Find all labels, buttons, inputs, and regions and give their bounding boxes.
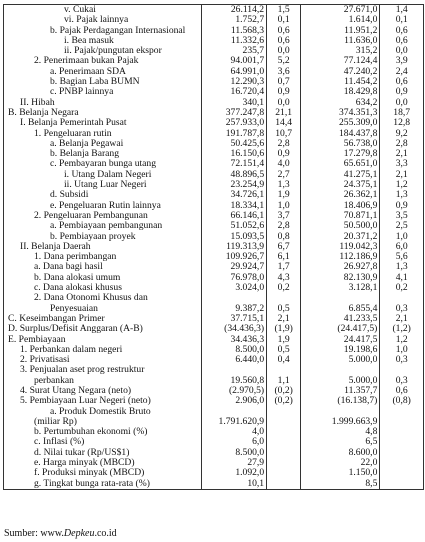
row-label: b. Belanja Barang [50,149,119,160]
value-col-1 [201,407,266,417]
pct-col-2: 0,2 [380,283,423,293]
value-col-2: 65.651,0 [301,159,380,169]
table-row [4,87,423,97]
value-col-1: 48.896,5 [201,170,266,180]
table-row [4,56,423,66]
pct-col-2 [380,293,423,303]
pct-col-2 [380,365,423,375]
value-col-1: 340,1 [201,98,266,108]
pct-col-1: (0,2) [267,396,301,406]
table-row [4,386,423,396]
value-col-2: 22,0 [301,458,380,468]
value-col-2: 315,2 [301,46,380,56]
pct-col-1: 1,0 [267,201,301,211]
row-label: II. Hibah [20,97,55,108]
table-row [4,396,423,406]
value-col-1: 51.052,6 [201,221,266,231]
value-col-1: 26.114,2 [201,5,266,15]
value-col-2 [301,407,380,417]
pct-col-1: (0,2) [267,386,301,396]
row-label: e. Pengeluaran Rutin lainnya [50,200,161,211]
value-col-1: 15.093,5 [201,232,266,242]
pct-col-2 [380,417,423,427]
value-col-2: 47.240,2 [301,67,380,77]
row-label: a. Produk Domestik Bruto [50,406,151,417]
pct-col-2: 2,5 [380,221,423,231]
value-col-2: 5.000,0 [301,376,380,386]
value-col-1: 9.387,2 [201,304,266,314]
pct-col-2 [380,468,423,478]
value-col-1: 23.254,9 [201,180,266,190]
value-col-1 [201,365,266,375]
row-label: b. Pembiayaan proyek [50,231,136,242]
table-row [4,407,423,417]
row-label: i. Utang Dalam Negeri [64,169,152,180]
value-col-2: 82.130,9 [301,273,380,283]
value-col-2: 1.150,0 [301,468,380,478]
value-col-2: 41.233,5 [301,314,380,324]
value-col-1: 6.440,0 [201,355,266,365]
row-label: 1. Pengeluaran rutin [34,128,112,139]
row-label: b. Bagian Laba BUMN [50,77,140,88]
pct-col-2: 0,3 [380,304,423,314]
table-row [4,335,423,345]
row-label: 2. Penerimaan bukan Pajak [34,56,139,67]
value-col-2: 11.636,0 [301,36,380,46]
pct-col-1: 5,2 [267,56,301,66]
value-col-1: 235,7 [201,46,266,56]
pct-col-2: 3,3 [380,159,423,169]
value-col-2: 8,5 [301,479,380,489]
pct-col-1: 0,4 [267,355,301,365]
table-row [4,437,423,447]
value-col-1: 34.726,1 [201,190,266,200]
value-col-2: 6,5 [301,437,380,447]
row-label: 4. Surat Utang Negara (neto) [20,385,132,396]
value-col-1: 64.991,0 [201,67,266,77]
value-col-2: 634,2 [301,98,380,108]
row-label: ii. Utang Luar Negeri [64,180,147,191]
row-label: b. Pertumbuhan ekonomi (%) [34,427,148,438]
value-col-2: (16.138,7) [301,396,380,406]
row-label: a. Pembiayaan pembangunan [50,221,163,232]
pct-col-2: 1,4 [380,5,423,15]
row-label: f. Produksi minyak (MBCD) [34,468,145,479]
pct-col-1: 2,8 [267,221,301,231]
value-col-1: 66.146,1 [201,211,266,221]
pct-col-1: 1,3 [267,180,301,190]
pct-col-2 [380,458,423,468]
source-note [4,528,117,539]
value-col-2: 19.198,6 [301,345,380,355]
row-label: II. Belanja Daerah [20,241,91,252]
table-row [4,159,423,169]
value-col-2: 41.275,1 [301,170,380,180]
pct-col-2: 0,9 [380,201,423,211]
table-row [4,170,423,180]
pct-col-1: 0,2 [267,283,301,293]
row-label: B. Belanja Negara [8,107,79,118]
pct-col-2: 2,4 [380,67,423,77]
pct-col-1: 0,1 [267,15,301,25]
pct-col-2: 6,0 [380,242,423,252]
value-col-2: 11.454,2 [301,77,380,87]
value-col-2: 374.351,3 [301,108,380,118]
value-col-2: 119.042,3 [301,242,380,252]
pct-col-1: 2,1 [267,314,301,324]
value-col-1: 191.787,8 [201,129,266,139]
pct-col-1: 6,1 [267,252,301,262]
value-col-2: 255.309,0 [301,118,380,128]
pct-col-1: 0,5 [267,304,301,314]
pct-col-1: 0,9 [267,87,301,97]
table-row [4,108,423,118]
pct-col-1: 1,7 [267,262,301,272]
row-label: c. Inflasi (%) [34,437,85,448]
source-suffix: .co.id [94,528,117,539]
pct-col-1: 0,6 [267,26,301,36]
pct-col-2: (0,8) [380,396,423,406]
pct-col-1 [267,437,301,447]
table-row [4,149,423,159]
table-row [4,232,423,242]
table-row [4,129,423,139]
value-col-1: 16.150,6 [201,149,266,159]
value-col-2: 24.417,5 [301,335,380,345]
row-label: a. Belanja Pegawai [50,138,124,149]
row-label: 3. Penjualan aset prog restruktur [20,365,145,376]
pct-col-2: 2,8 [380,139,423,149]
source-site: Depkeu [63,528,95,539]
value-col-1 [201,293,266,303]
value-col-1: (2.970,5) [201,386,266,396]
row-label: a. Penerimaan SDA [50,66,126,77]
value-col-1: 18.334,1 [201,201,266,211]
row-label: d. Nilai tukar (Rp/US$1) [34,447,130,458]
value-col-1: 109.926,7 [201,252,266,262]
row-label: c. Pembayaran bunga utang [50,159,157,170]
table-row [4,77,423,87]
row-label: i. Bea masuk [64,35,114,46]
pct-col-1: 3,7 [267,211,301,221]
row-label: d. Subsidi [50,190,89,201]
table-row [4,221,423,231]
value-col-1: 10,1 [201,479,266,489]
value-col-1: 119.313,9 [201,242,266,252]
table-row [4,273,423,283]
pct-col-2: 0,1 [380,15,423,25]
row-label: 1. Perbankan dalam negeri [20,344,123,355]
pct-col-2: 2,1 [380,170,423,180]
value-col-1: 2.906,0 [201,396,266,406]
pct-col-1 [267,427,301,437]
pct-col-2: 1,3 [380,262,423,272]
pct-col-1 [267,479,301,489]
pct-col-1 [267,468,301,478]
pct-col-2 [380,427,423,437]
pct-col-1 [267,365,301,375]
table-row [4,139,423,149]
table-row [4,345,423,355]
pct-col-2: 0,0 [380,98,423,108]
value-col-2: 17.279,8 [301,149,380,159]
value-col-1: (34.436,3) [201,324,266,334]
table-row [4,26,423,36]
value-col-2: 11.951,2 [301,26,380,36]
pct-col-1: 0,0 [267,98,301,108]
row-label: Penyesuaian [50,303,98,314]
value-col-2: 184.437,8 [301,129,380,139]
value-col-2: 26.927,8 [301,262,380,272]
value-col-2: 6.855,4 [301,304,380,314]
table-row [4,5,423,15]
value-col-1: 6,0 [201,437,266,447]
row-label: (miliar Rp) [34,416,77,427]
source-prefix: Sumber: www. [4,528,64,539]
pct-col-1: 0,9 [267,149,301,159]
table-row [4,355,423,365]
value-col-1: 72.151,4 [201,159,266,169]
pct-col-2: 0,3 [380,376,423,386]
table-row [4,211,423,221]
value-col-2: 1.614,0 [301,15,380,25]
pct-col-1: 0,8 [267,232,301,242]
value-col-1: 76.978,0 [201,273,266,283]
value-col-2: (24.417,5) [301,324,380,334]
pct-col-2: 0,9 [380,87,423,97]
pct-col-1: 6,7 [267,242,301,252]
table-row [4,180,423,190]
table-row [4,201,423,211]
value-col-2: 1.999.663,9 [301,417,380,427]
pct-col-2 [380,437,423,447]
row-label: a. Dana bagi hasil [34,262,103,273]
pct-col-1 [267,417,301,427]
table-row [4,242,423,252]
row-label: ii. Pajak/pungutan ekspor [64,46,162,57]
value-col-2: 77.124,4 [301,56,380,66]
pct-col-2: 1,3 [380,190,423,200]
table-row [4,98,423,108]
row-label: E. Pembiayaan [8,334,66,345]
table-row [4,376,423,386]
pct-col-1: 0,7 [267,77,301,87]
value-col-2: 11.357,7 [301,386,380,396]
pct-col-1: 1,5 [267,5,301,15]
value-col-1: 11.332,6 [201,36,266,46]
table-row [4,262,423,272]
value-col-2: 3.128,1 [301,283,380,293]
row-label: 2. Pengeluaran Pembangunan [34,210,148,221]
row-label: c. PNBP lainnya [50,87,114,98]
pct-col-1: 1,9 [267,335,301,345]
value-col-1: 4,0 [201,427,266,437]
row-label: C. Keseimbangan Primer [8,313,105,324]
value-col-2: 26.362,1 [301,190,380,200]
row-label: I. Belanja Pemerintah Pusat [20,118,127,129]
value-col-1: 16.720,4 [201,87,266,97]
pct-col-1: 2,7 [267,170,301,180]
value-col-2: 27.671,0 [301,5,380,15]
value-col-1: 1.791.620,9 [201,417,266,427]
pct-col-2: 12,8 [380,118,423,128]
pct-col-1: 4,0 [267,159,301,169]
table-row [4,468,423,478]
table-row [4,46,423,56]
pct-col-1: 0,0 [267,46,301,56]
table-row [4,190,423,200]
pct-col-1: 3,6 [267,67,301,77]
table-row [4,365,423,375]
value-col-1: 3.024,0 [201,283,266,293]
table-row [4,417,423,427]
pct-col-2: 3,9 [380,56,423,66]
pct-col-1: 0,6 [267,36,301,46]
value-col-2: 24.375,1 [301,180,380,190]
pct-col-1: 1,1 [267,376,301,386]
value-col-2: 50.500,0 [301,221,380,231]
pct-col-2: 1,0 [380,232,423,242]
row-label: b. Pajak Perdagangan Internasional [50,25,186,36]
row-label: D. Surplus/Defisit Anggaran (A-B) [8,324,143,335]
value-col-1: 27,9 [201,458,266,468]
value-col-1: 19.560,8 [201,376,266,386]
table-row [4,448,423,458]
row-label: vi. Pajak lainnya [64,15,129,26]
value-col-2: 8.600,0 [301,448,380,458]
value-col-2 [301,293,380,303]
pct-col-2: 18,7 [380,108,423,118]
row-label: b. Dana alokasi umum [34,272,121,283]
table-row [4,15,423,25]
row-label: 1. Dana perimbangan [34,252,117,263]
value-col-1: 94.001,7 [201,56,266,66]
value-col-2: 5.000,0 [301,355,380,365]
table-row [4,427,423,437]
value-col-1: 1.752,7 [201,15,266,25]
pct-col-1: (1,9) [267,324,301,334]
pct-col-1: 21,1 [267,108,301,118]
budget-table [3,4,424,490]
table-row [4,283,423,293]
row-label: 2. Privatisasi [20,355,70,366]
pct-col-1: 0,5 [267,345,301,355]
pct-col-2: 0,6 [380,386,423,396]
table-row [4,314,423,324]
table-row [4,304,423,314]
pct-col-1 [267,448,301,458]
pct-col-2: 2,1 [380,149,423,159]
pct-col-2: 0,3 [380,355,423,365]
value-col-2 [301,365,380,375]
value-col-2: 70.871,1 [301,211,380,221]
value-col-1: 1.092,0 [201,468,266,478]
row-label: perbankan [34,375,74,386]
pct-col-2: (1,2) [380,324,423,334]
pct-col-2 [380,479,423,489]
value-col-1: 50.425,6 [201,139,266,149]
pct-col-2: 5,6 [380,252,423,262]
pct-col-2: 9,2 [380,129,423,139]
table-row [4,324,423,334]
pct-col-2: 1,0 [380,345,423,355]
table-row [4,36,423,46]
row-label: 2. Dana Otonomi Khusus dan [34,293,148,304]
pct-col-2: 2,1 [380,314,423,324]
value-col-2: 20.371,2 [301,232,380,242]
pct-col-2: 1,2 [380,180,423,190]
pct-col-1: 10,7 [267,129,301,139]
pct-col-2: 0,6 [380,36,423,46]
pct-col-2: 0,0 [380,46,423,56]
value-col-1: 34.436,3 [201,335,266,345]
value-col-2: 4,8 [301,427,380,437]
pct-col-2 [380,407,423,417]
table-row [4,118,423,128]
value-col-2: 56.738,0 [301,139,380,149]
row-label: g. Tingkat bunga rata-rata (%) [34,478,150,489]
table-row [4,252,423,262]
row-label: c. Dana alokasi khusus [34,283,122,294]
row-label: v. Cukai [64,5,96,15]
value-col-2: 18.406,9 [301,201,380,211]
pct-col-1 [267,293,301,303]
value-col-1: 37.715,1 [201,314,266,324]
value-col-1: 11.568,3 [201,26,266,36]
table-row [4,293,423,303]
pct-col-2: 0,6 [380,77,423,87]
pct-col-1 [267,458,301,468]
value-col-1: 8.500,0 [201,448,266,458]
value-col-2: 112.186,9 [301,252,380,262]
pct-col-2: 1,2 [380,335,423,345]
pct-col-1 [267,407,301,417]
pct-col-2: 3,5 [380,211,423,221]
pct-col-1: 2,8 [267,139,301,149]
pct-col-1: 1,9 [267,190,301,200]
value-col-2: 18.429,8 [301,87,380,97]
value-col-1: 12.290,3 [201,77,266,87]
value-col-1: 377.247,8 [201,108,266,118]
table-row [4,479,423,489]
pct-col-2: 4,1 [380,273,423,283]
table-row [4,458,423,468]
pct-col-2 [380,448,423,458]
table-row [4,67,423,77]
value-col-1: 29.924,7 [201,262,266,272]
value-col-1: 257.933,0 [201,118,266,128]
budget-table-body [4,5,423,489]
pct-col-1: 14,4 [267,118,301,128]
pct-col-1: 4,3 [267,273,301,283]
value-col-1: 8.500,0 [201,345,266,355]
pct-col-2: 0,6 [380,26,423,36]
row-label: e. Harga minyak (MBCD) [34,458,135,469]
row-label: 5. Pembiayaan Luar Negeri (neto) [20,396,151,407]
